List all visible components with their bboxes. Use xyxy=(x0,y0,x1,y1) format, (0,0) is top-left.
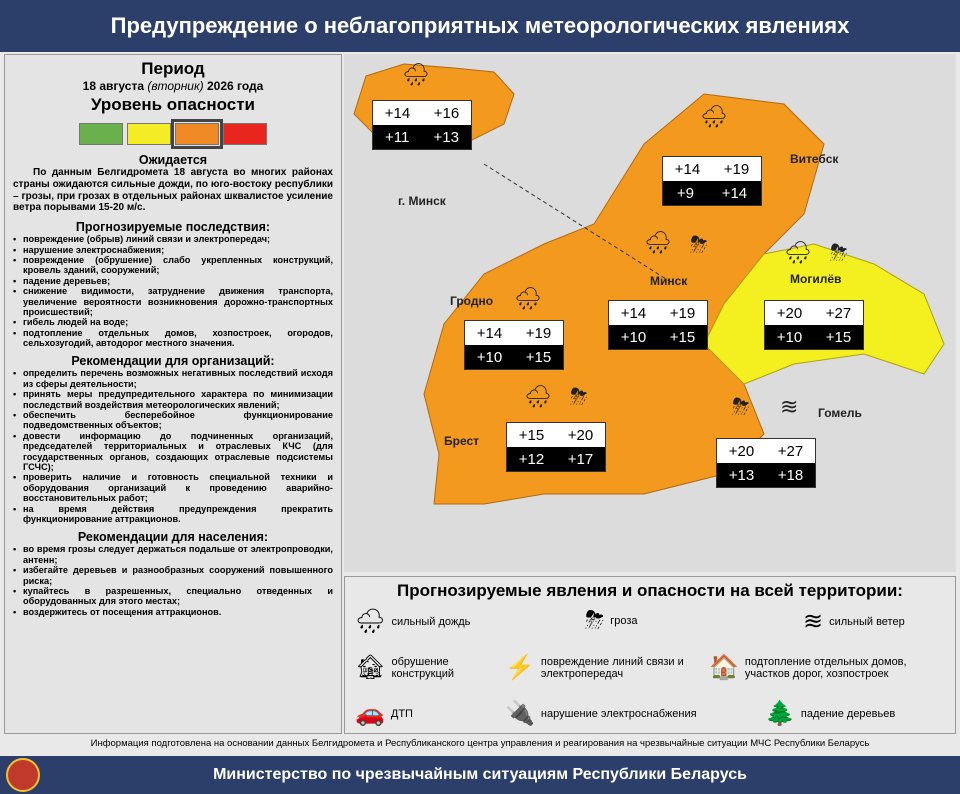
level-orange xyxy=(175,123,219,145)
legend-item: 🔌 нарушение электроснабжения xyxy=(505,700,697,727)
temp-box-vitebsk: +14 +19 +9 +14 xyxy=(662,156,762,206)
city-label-grodno: Гродно xyxy=(450,294,494,308)
consequences-title: Прогнозируемые последствия: xyxy=(75,220,271,235)
danger-level-label: Уровень опасности xyxy=(90,95,256,114)
footer-title: Министерство по чрезвычайным ситуациям Республики Беларусь xyxy=(213,766,747,783)
list-item: • купайтесь в разрешенных, специально отведенных и оборудованных для этого местах; xyxy=(13,586,333,607)
legend-item: 🏚 обрушение конструкций xyxy=(355,654,455,681)
list-item: • на время действия предупреждения прекратить функционирование аттракционов. xyxy=(13,504,333,525)
temp-box-gomel: +20 +27 +13 +18 xyxy=(716,438,816,488)
city-label-mogilev: Могилёв xyxy=(790,272,842,286)
legend-item: 🌲 падение деревьев xyxy=(765,700,896,727)
heavy-rain-icon: 🌧 xyxy=(700,104,728,129)
heavy-rain-icon: 🌧 xyxy=(402,62,430,87)
legend-item: ≋ сильный ветер xyxy=(803,608,905,635)
legend-item: 🚗 ДТП xyxy=(355,700,413,727)
temp-box-minsk-city: +14 +16 +11 +13 xyxy=(372,100,472,150)
list-item: • повреждение (обрушение) слабо укрепленных конструкций, кровель зданий, сооружений; xyxy=(13,255,333,276)
thunderstorm-icon: ⛈ xyxy=(585,607,605,634)
temp-box-mogilev: +20 +27 +10 +15 xyxy=(764,300,864,350)
footnote: Информация подготовлена на основании данных Белгидромета и Республиканского центра управления и реагирования на чрезвычайные ситуации МЧС Республики Беларусь xyxy=(90,738,870,749)
heavy-rain-icon: 🌧 xyxy=(524,384,552,409)
hazard-legend xyxy=(344,576,956,734)
temp-box-grodno: +14 +19 +10 +15 xyxy=(464,320,564,370)
list-item: • избегайте деревьев и разнообразных сооружений повышенного риска; xyxy=(13,565,333,586)
list-item: • обеспечить бесперебойное функционирование подведомственных объектов; xyxy=(13,410,333,431)
list-item: • повреждение (обрыв) линий связи и электропередач; xyxy=(13,234,333,244)
heavy-rain-icon: 🌧 xyxy=(644,230,672,255)
city-label-minsk-city: г. Минск xyxy=(398,194,446,208)
car-crash-icon: 🚗 xyxy=(355,700,385,727)
heavy-rain-icon: 🌧 xyxy=(514,286,542,311)
heavy-rain-icon: 🌧 xyxy=(784,240,812,265)
danger-level-scale xyxy=(13,123,333,145)
info-panel xyxy=(4,54,342,734)
period-date: 18 августа (вторник) 2026 года xyxy=(82,79,264,93)
list-item: • гибель людей на воде; xyxy=(13,317,333,327)
thunderstorm-icon: ⛈ xyxy=(732,394,750,419)
pop-list xyxy=(13,544,333,617)
pop-title: Рекомендации для населения: xyxy=(77,530,269,545)
thunderstorm-icon: ⛈ xyxy=(570,384,588,409)
strong-wind-icon: ≋ xyxy=(803,608,824,635)
level-yellow xyxy=(127,123,171,145)
weather-map xyxy=(344,54,956,572)
thunderstorm-icon: ⛈ xyxy=(690,232,708,257)
list-item: • проверить наличие и готовность специальной техники и оборудования организаций к проведению аварийно-восстановительных работ; xyxy=(13,472,333,503)
expected-text: По данным Белгидромета 18 августа во многих районах страны ожидаются сильные дожди, по юго-востоку республики – грозы, при грозах в отдельных районах шквалистое усиление ветра порывами 15-20 м/с. xyxy=(13,167,333,214)
legend-item: ⚡ повреждение линий связи и электропередач xyxy=(505,654,684,681)
org-title: Рекомендации для организаций: xyxy=(71,354,275,369)
temp-box-brest: +15 +20 +12 +17 xyxy=(506,422,606,472)
level-green xyxy=(79,123,123,145)
collapse-icon: 🏚 xyxy=(355,654,386,681)
list-item: • подтопление отдельных домов, хозпостроек, огородов, сельхозугодий, автодорог местного значения. xyxy=(13,328,333,349)
org-list xyxy=(13,368,333,524)
list-item: • падение деревьев; xyxy=(13,276,333,286)
expected-title: Ожидается xyxy=(138,153,208,167)
fallen-tree-icon: 🌲 xyxy=(765,700,795,727)
flood-icon: 🏠 xyxy=(709,654,739,681)
power-line-icon: ⚡ xyxy=(505,654,535,681)
period-label: Период xyxy=(141,59,205,78)
list-item: • во время грозы следует держаться подальше от электропроводки, антенн; xyxy=(13,544,333,565)
heavy-rain-icon: 🌧 xyxy=(355,608,386,635)
page-header xyxy=(0,0,960,52)
temp-box-minsk: +14 +19 +10 +15 xyxy=(608,300,708,350)
list-item: • довести информацию до подчиненных организаций, председателей территориальных и отраслевых КЧС (для государственных органов, создающих отраслевые подсистемы ГСЧС); xyxy=(13,431,333,473)
consequences-list xyxy=(13,234,333,348)
city-label-gomel: Гомель xyxy=(818,406,862,420)
legend-item: 🏠 подтопление отдельных домов, участков дорог, хозпостроек xyxy=(709,654,907,681)
strong-wind-icon: ≋ xyxy=(780,394,799,419)
thunderstorm-icon: ⛈ xyxy=(830,240,848,265)
city-label-vitebsk: Витебск xyxy=(790,152,839,166)
list-item: • определить перечень возможных негативных последствий исходя из сферы деятельности; xyxy=(13,368,333,389)
legend-item: 🌧 сильный дождь xyxy=(355,608,471,635)
legend-item: ⛈ гроза xyxy=(585,607,638,634)
list-item: • принять меры предупредительного характера по минимизации последствий воздействия метеорологических явлений; xyxy=(13,389,333,410)
page-title: Предупреждение о неблагоприятных метеорологических явлениях xyxy=(110,13,850,38)
city-label-minsk: Минск xyxy=(650,274,688,288)
page-footer xyxy=(0,756,960,794)
level-red xyxy=(223,123,267,145)
list-item: • нарушение электроснабжения; xyxy=(13,245,333,255)
power-plug-icon: 🔌 xyxy=(505,700,535,727)
list-item: • снижение видимости, затруднение движения транспорта, увеличение вероятности возникновения дорожно-транспортных происшествий; xyxy=(13,286,333,317)
list-item: • воздержитесь от посещения аттракционов. xyxy=(13,607,333,617)
mchs-emblem-icon xyxy=(6,758,40,792)
legend-title: Прогнозируемые явления и опасности на всей территории: xyxy=(397,581,903,600)
city-label-brest: Брест xyxy=(444,434,480,448)
